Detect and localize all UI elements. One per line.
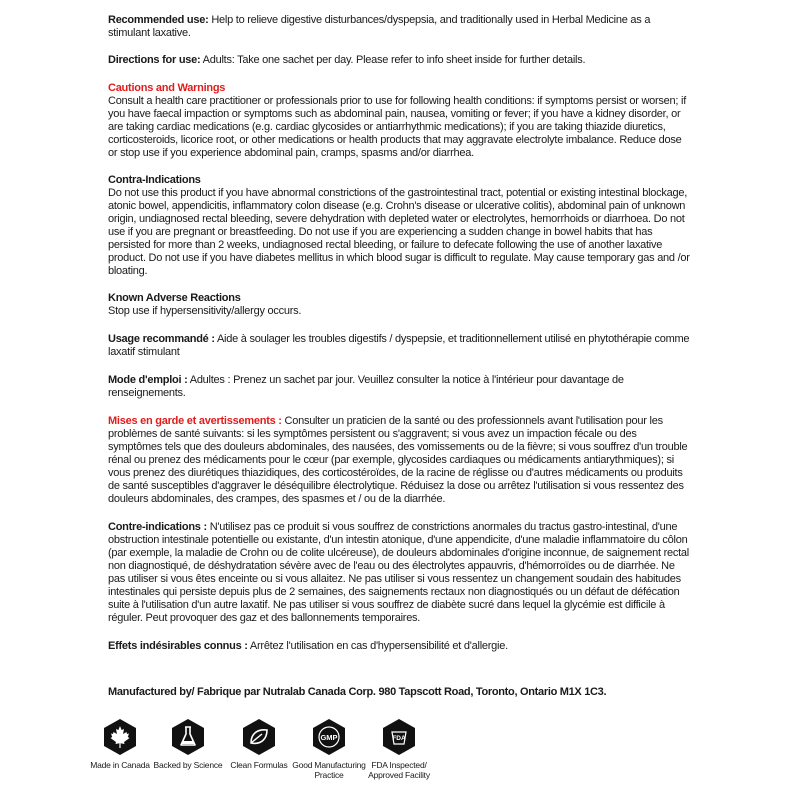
contre-fr-text: N'utilisez pas ce produit si vous souffrez de constrictions anormales du tractus gastro-intestinal, d'une obstruction intestinale potentielle ou existante, d'un intestin atonique, d'une appendicite, d'une maladie inflammatoire du côlon (par exemple, la maladie de Crohn ou de colite ulcéreuse), de douleurs abdominales d'origine inconnue, de saignement rectal non diagnostiqué, de déshydratation sévère avec de l'eau ou des électrolytes appauvris, d'hémorroïdes ou de diarrhée. Ne pas utiliser si vous êtes enceinte ou si vous allaitez. Ne pas utiliser si vous ressentez un changement soudain des habitudes intestinales qui persiste depuis plus de 2 semaines, des saignements rectaux non diagnostiqués ou un défaut de défécation suite à l'utilisation d'un autre laxatif. Ne pas utiliser si vous souffrez de diabète sucré dans lequel la glycémie est difficile à réguler. Peut provoquer des gaz et des ballonnements temporaires. <box>108 521 689 624</box>
effets-fr-label: Effets indésirables connus : <box>108 640 248 652</box>
contre-indications <box>108 521 693 625</box>
mises-fr-text: Consulter un praticien de la santé ou des professionnels avant l'utilisation pour les problèmes de santé suivants: si les symptômes persistent ou s'aggravent; si vous avez un impaction fécale ou des symptômes tels que des douleurs abdominales, des nausées, des vomissements ou de la fièvre; si vous souffrez d'un trouble rénal ou prenez des médicaments pour le cœur (par exemple, glycosides cardiaques ou médicaments antiarythmiques); si vous prenez des diurétiques thiazidiques, des corticostéroïdes, de la racine de réglisse ou d'autres médicaments ou produits de santé susceptibles d'aggraver le déséquilibre électrolytique. Réduisez la dose ou arrêtez l'utilisation si vous ressentez des douleurs abdominales, des crampes, des spasmes et / ou de la diarrhée. <box>108 415 688 505</box>
mises-en-garde <box>108 415 693 506</box>
directions-for-use <box>108 54 693 67</box>
badge-caption: Clean Formulas <box>230 760 288 770</box>
directions-label: Directions for use: <box>108 54 201 66</box>
manufacturer-line: Manufactured by/ Fabrique par Nutralab Canada Corp. 980 Tapscott Road, Toronto, Ontario M1X 1C3. <box>108 686 607 698</box>
flask-icon <box>171 719 205 755</box>
usage-fr-label: Usage recommandé : <box>108 333 215 345</box>
usage-fr-text: Aide à soulager les troubles digestifs / dyspepsie, et traditionnellement utilisé en phytothérapie comme laxatif stimulant <box>108 333 690 358</box>
badge-caption <box>289 760 369 780</box>
badge-caption-line2: Approved Facility <box>368 770 430 780</box>
adverse-heading: Known Adverse Reactions <box>108 292 241 304</box>
maple-leaf-icon <box>103 719 137 755</box>
fda-badge-text: FDA <box>392 735 406 742</box>
gmp-badge-text: GMP <box>320 733 338 742</box>
recommended-use <box>108 14 693 40</box>
contre-fr-label: Contre-indications : <box>108 521 207 533</box>
badge-caption-line2: Practice <box>314 770 344 780</box>
badge-row <box>90 719 524 789</box>
contra-text: Do not use this product if you have abnormal constrictions of the gastrointestinal tract, potential or existing intestinal blockage, atonic bowel, appendicitis, inflammatory colon disease (e.g. Crohn's disease or ulcerative colitis), abdominal pain of unknown origin, undiagnosed rectal bleeding, severe dehydration with depleted water or electrolytes, hemorrhoids or diarrhoea. Do not use if you are pregnant or breastfeeding. Do not use if you are experiencing a sudden change in bowel habits that has persisted for more than 2 weeks, undiagnosed rectal bleeding, or failure to defecate following the use of another laxative product. Do not use if you have diabetes mellitus in which blood sugar is difficult to regulate. May cause temporary gas and /or bloating. <box>108 187 690 277</box>
known-adverse-reactions <box>108 292 693 318</box>
contra-heading: Contra-Indications <box>108 174 201 186</box>
effets-fr-text: Arrêtez l'utilisation en cas d'hypersensibilité et d'allergie. <box>247 640 508 652</box>
badge-caption: Backed by Science <box>153 760 223 770</box>
effets-indesirables <box>108 640 693 653</box>
badge-clean-formulas <box>219 719 299 770</box>
gmp-icon <box>312 719 346 755</box>
cautions-warnings <box>108 82 693 160</box>
directions-text: Adults: Take one sachet per day. Please refer to info sheet inside for further details. <box>200 54 586 66</box>
badge-caption <box>359 760 439 780</box>
cautions-heading: Cautions and Warnings <box>108 82 226 94</box>
badge-gmp <box>289 719 369 780</box>
fda-icon <box>382 719 416 755</box>
mode-emploi <box>108 374 693 400</box>
badge-backed-by-science <box>148 719 228 770</box>
badge-caption-line1: Good Manufacturing <box>292 760 366 770</box>
badge-fda <box>359 719 439 780</box>
contra-indications <box>108 174 693 278</box>
adverse-text: Stop use if hypersensitivity/allergy occurs. <box>108 305 302 317</box>
leaf-icon <box>242 719 276 755</box>
mode-fr-label: Mode d'emploi : <box>108 374 188 386</box>
usage-recommande <box>108 333 693 359</box>
mises-fr-label: Mises en garde et avertissements : <box>108 415 282 427</box>
badge-caption-line1: FDA Inspected/ <box>371 760 427 770</box>
recommended-use-label: Recommended use: <box>108 14 209 26</box>
recommended-use-text: Help to relieve digestive disturbances/dyspepsia, and traditionally used in Herbal Medicine as a stimulant laxative. <box>108 14 651 39</box>
label-text-panel <box>108 14 693 667</box>
badge-caption: Made in Canada <box>90 760 150 770</box>
cautions-text: Consult a health care practitioner or professionals prior to use for following health conditions: if symptoms persist or worsen; if you have faecal impaction or symptoms such as abdominal pain, nausea, vomiting or fever; if you have a kidney disorder, or are taking cardiac medications (e.g. cardiac glycosides or antiarrhythmic medications); if you are taking thiazide diuretics, corticosteroids, licorice root, or other medications or health products that may aggravate electrolyte imbalance. Reduce dose or stop use if you experience abdominal pain, cramps, spasms and/or diarrhea. <box>108 95 687 159</box>
mode-fr-text: Adultes : Prenez un sachet par jour. Veuillez consulter la notice à l'intérieur pour davantage de renseignements. <box>108 374 624 399</box>
